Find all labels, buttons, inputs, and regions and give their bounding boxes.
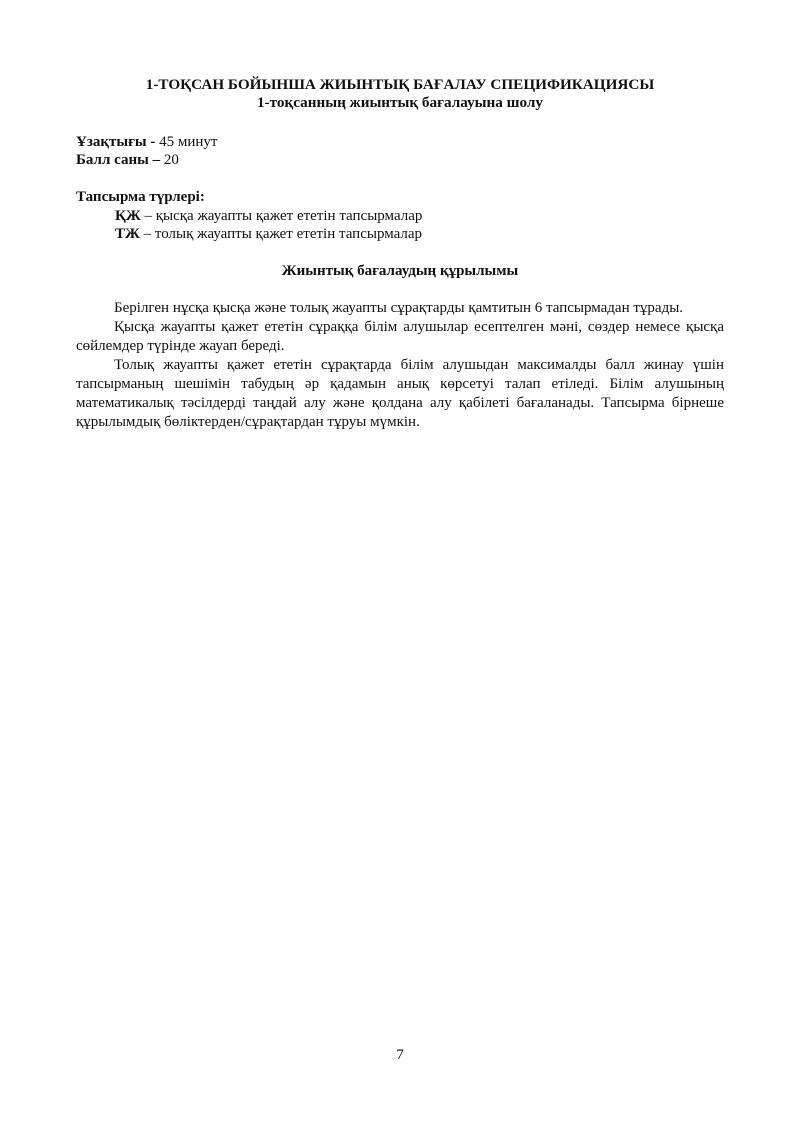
structure-paragraph: Қысқа жауапты қажет ететін сұраққа білім алушылар есептелген мәні, сөздер немесе қысқа сөйлемдер түрінде жауап береді. [76, 319, 724, 354]
task-type-item [115, 225, 422, 243]
task-type-abbr: ҚЖ [115, 208, 141, 224]
task-type-abbr: ТЖ [115, 226, 140, 242]
structure-paragraph: Толық жауапты қажет ететін сұрақтарда білім алушыдан максималды балл жинау үшін тапсырманың шешімін табудың әр қадамын анық көрсетуі талап етіледі. Білім алушының математикалық тәсілдерді таңдай алу және қолдана алу қабілеті бағаланады. Тапсырма бірнеше құрылымдық бөліктерден/сұрақтардан тұруы мүмкін. [76, 357, 724, 430]
document-subtitle: 1-тоқсанның жиынтық бағалауына шолу [257, 94, 543, 111]
structure-paragraph: Берілген нұсқа қысқа және толық жауапты сұрақтарды қамтитын 6 тапсырмадан тұрады. [114, 300, 684, 316]
score-label: Балл саны – [76, 152, 161, 168]
task-type-text: – қысқа жауапты қажет ететін тапсырмалар [140, 208, 423, 224]
score-value: 20 [163, 152, 179, 168]
duration-value: 45 минут [159, 134, 218, 150]
duration-label: Ұзақтығы - [76, 134, 156, 150]
duration-line [76, 133, 217, 151]
page-number: 7 [396, 1047, 404, 1063]
task-type-text: – толық жауапты қажет ететін тапсырмалар [139, 226, 423, 242]
structure-body [76, 299, 724, 432]
task-types-heading: Тапсырма түрлері: [76, 189, 205, 205]
structure-heading: Жиынтық бағалаудың құрылымы [281, 263, 519, 279]
document-title: 1-ТОҚСАН БОЙЫНША ЖИЫНТЫҚ БАҒАЛАУ СПЕЦИФИКАЦИЯСЫ [145, 76, 655, 93]
task-type-item [115, 207, 422, 225]
score-line [76, 151, 179, 169]
